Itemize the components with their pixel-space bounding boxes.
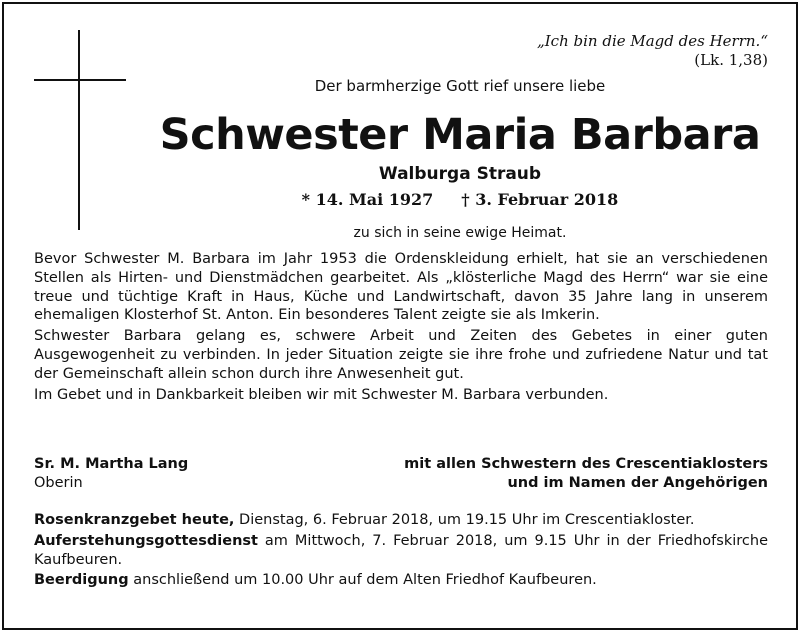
cross-icon-vertical	[78, 30, 80, 230]
event-rosary	[34, 511, 768, 530]
event-text: anschließend um 10.00 Uhr auf dem Alten Friedhof Kaufbeuren.	[128, 572, 597, 589]
death-date: † 3. Februar 2018	[461, 190, 619, 209]
event-text: Dienstag, 6. Februar 2018, um 19.15 Uhr im Crescentiakloster.	[234, 512, 695, 528]
signature-block	[34, 455, 768, 493]
life-dates	[140, 190, 780, 209]
signature-right	[404, 455, 768, 493]
quote-reference: (Lk. 1,38)	[694, 51, 768, 69]
event-text: am Mittwoch, 7. Februar 2018, um 9.15 Uhr in der Friedhofskirche Kaufbeuren.	[34, 532, 768, 568]
signer-community: mit allen Schwestern des Crescentiaklosters	[404, 456, 768, 472]
paragraph: Schwester Barbara gelang es, schwere Arbeit und Zeiten des Gebetes in einer guten Ausgewogenheit zu verbinden. In jeder Situation zeigte sie ihre frohe und zufriedene Natur und tat der Gemeinschaft allein schon durch ihre Anwesenheit gut.	[34, 328, 768, 382]
deceased-name: Schwester Maria Barbara	[159, 110, 761, 160]
quote-text: „Ich bin die Magd des Herrn.“	[536, 32, 768, 50]
event-service	[34, 532, 768, 570]
bible-quote	[537, 32, 768, 70]
signature-left	[34, 455, 188, 493]
cross-icon-horizontal	[34, 79, 126, 81]
event-burial	[34, 571, 768, 590]
paragraph: Bevor Schwester M. Barbara im Jahr 1953 die Ordenskleidung erhielt, hat sie an verschiedenen Stellen als Hirten- und Dienstmädchen gearbeitet. Als „klösterliche Magd des Herrn“ war sie eine treue und tüchtige Kraft in Haus, Küche und Landwirtschaft, davon 35 Jahre lang in unserem ehemaligen Klosterhof St. Anton. Ein besonderes Talent zeigte sie als Imkerin.	[34, 251, 768, 324]
birth-name: Walburga Straub	[378, 164, 542, 184]
event-label: Auferstehungsgottesdienst	[34, 532, 258, 549]
signer-relatives: und im Namen der Angehörigen	[507, 475, 768, 491]
events-block	[34, 511, 768, 592]
paragraph: Im Gebet und in Dankbarkeit bleiben wir mit Schwester M. Barbara verbunden.	[34, 386, 609, 403]
event-label: Rosenkranzgebet heute,	[34, 512, 235, 528]
birth-date: * 14. Mai 1927	[301, 190, 434, 209]
heimat-line: zu sich in seine ewige Heimat.	[353, 225, 567, 241]
signer-title: Oberin	[34, 475, 83, 491]
signer-name: Sr. M. Martha Lang	[34, 456, 189, 472]
event-label: Beerdigung	[34, 572, 129, 589]
obituary-text	[34, 250, 768, 406]
intro-line: Der barmherzige Gott rief unsere liebe	[314, 77, 606, 95]
